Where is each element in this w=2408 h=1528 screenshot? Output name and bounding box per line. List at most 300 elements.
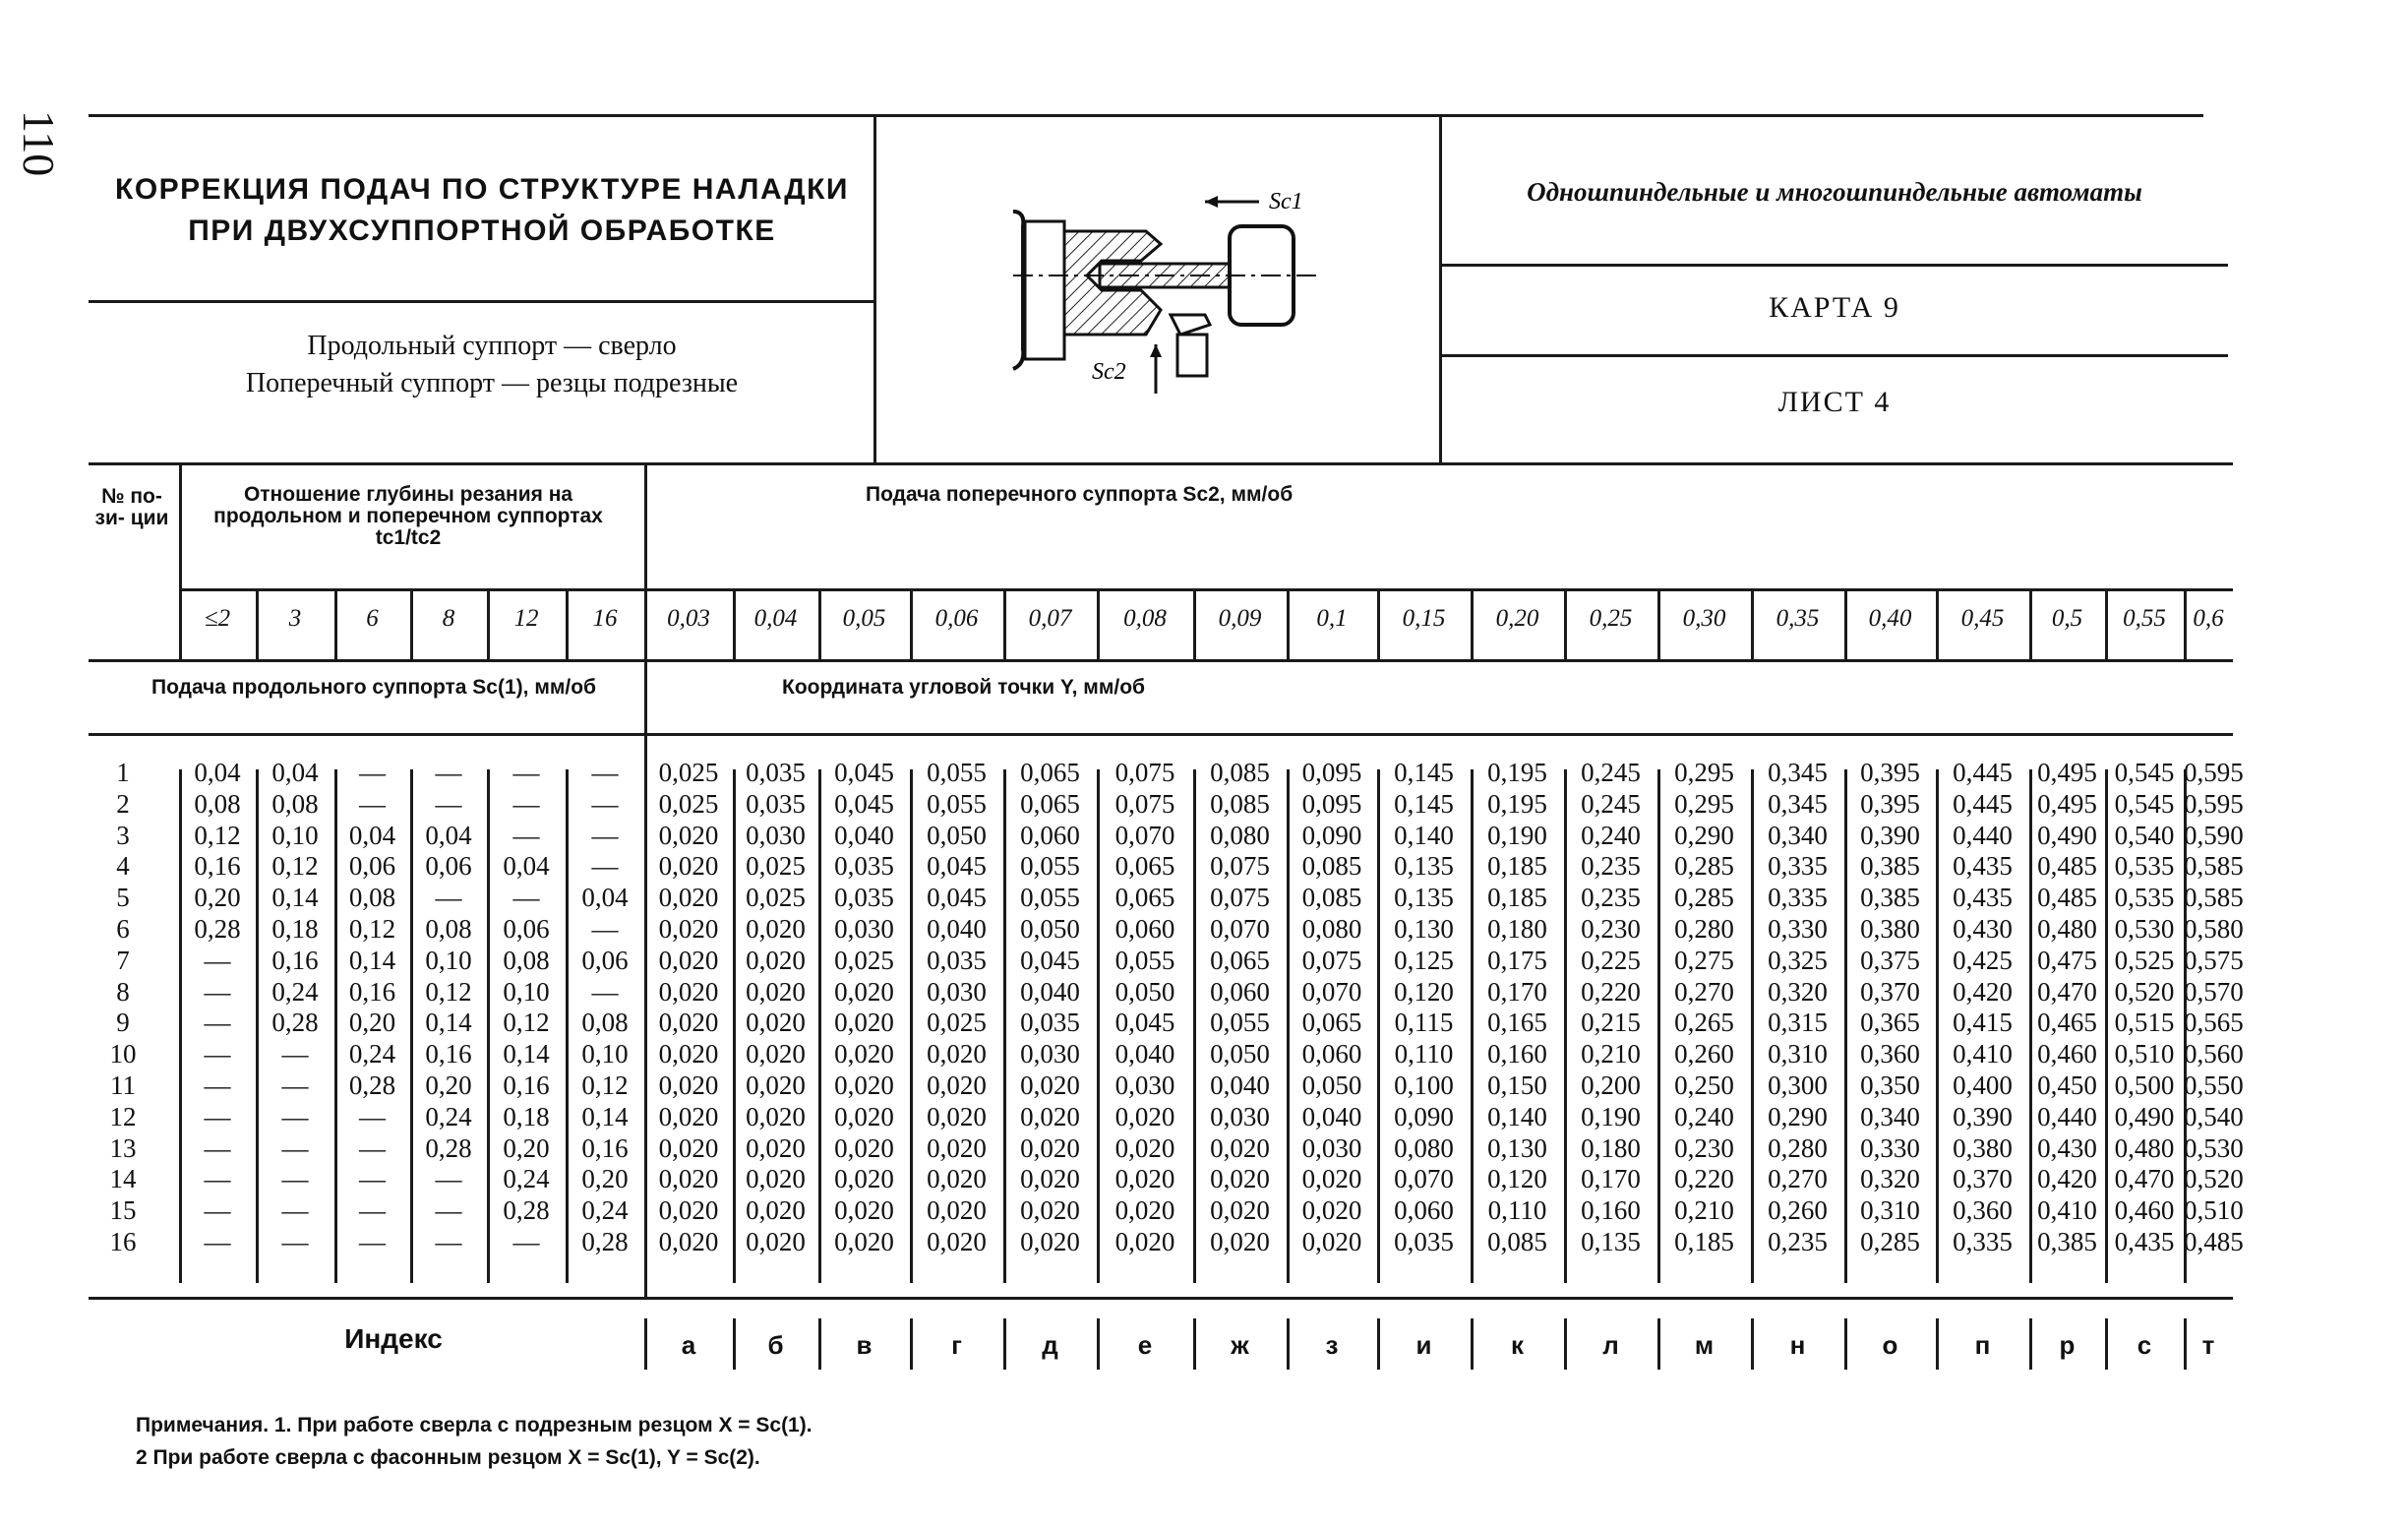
ratio-value: — [591,914,619,944]
ratio-value: — [281,1164,309,1194]
coordinate-value: 0,020 [1114,1195,1175,1226]
coordinate-value: 0,470 [2114,1164,2175,1194]
coordinate-value: 0,035 [1394,1227,1454,1256]
coordinate-value: 0,185 [1674,1227,1734,1256]
ratio-value: 0,14 [348,945,396,975]
coordinate-value: 0,445 [1953,758,2013,787]
ratio-value: 0,04 [194,758,241,787]
coordinate-value: 0,045 [834,758,894,787]
coordinate-value: 0,480 [2114,1132,2175,1163]
index-letter: и [1415,1330,1432,1360]
coordinate-value: 0,325 [1768,945,1828,975]
ratio-value: 0,28 [194,914,241,944]
coordinate-value: 0,150 [1487,1070,1547,1100]
coordinate-value: 0,020 [1020,1195,1080,1226]
coordinate-value: 0,020 [1020,1070,1080,1100]
ratio-value: — [281,1101,309,1131]
ratio-value: — [281,1132,309,1163]
feed-col-label: 0,55 [2123,605,2166,632]
index-letter: л [1602,1330,1619,1360]
ratio-value: 0,14 [503,1039,550,1070]
coordinate-value: 0,020 [927,1132,987,1163]
ratio-value: 0,18 [503,1101,550,1131]
coordinate-value: 0,280 [1674,914,1734,944]
coordinate-value: 0,435 [1953,851,2013,882]
position-number: 10 [109,1039,137,1070]
ratio-value: 0,16 [425,1039,472,1070]
ratio-value: 0,04 [425,820,472,850]
ratio-value: — [204,1132,231,1163]
coordinate-value: 0,295 [1674,758,1734,787]
coordinate-value: 0,120 [1487,1164,1547,1194]
coordinate-value: 0,020 [658,1039,719,1070]
coordinate-value: 0,020 [834,1008,894,1038]
feed-col-label: 0,03 [667,605,710,632]
coordinate-value: 0,535 [2114,883,2175,913]
ratio-value: — [359,1101,386,1131]
coordinate-value: 0,540 [2184,1101,2244,1131]
coordinate-value: 0,030 [746,820,806,850]
coordinate-value: 0,375 [1860,945,1920,975]
coordinate-value: 0,395 [1860,758,1920,787]
position-number: 9 [116,1008,130,1038]
coordinate-value: 0,245 [1581,758,1641,787]
coordinate-value: 0,130 [1394,914,1454,944]
coordinate-value: 0,020 [658,914,719,944]
index-letter: г [951,1330,962,1360]
coordinate-value: 0,220 [1581,976,1641,1007]
position-number: 14 [109,1164,137,1194]
header-right-divider-1 [1441,264,2228,267]
coordinate-value: 0,075 [1210,883,1270,913]
ratio-value: 0,10 [503,976,550,1007]
coordinate-value: 0,050 [927,820,987,850]
coordinate-value: 0,045 [927,851,987,882]
coordinate-value: 0,580 [2184,914,2244,944]
ratio-value: 0,08 [348,883,396,913]
coordinate-value: 0,080 [1394,1132,1454,1163]
coordinate-value: 0,420 [2037,1164,2097,1194]
ratio-value: 0,14 [581,1101,629,1131]
coordinate-value: 0,055 [927,788,987,819]
coordinate-value: 0,085 [1487,1227,1547,1256]
sc1-label: Sc1 [1269,189,1303,214]
coordinate-value: 0,085 [1301,851,1362,882]
support-line-1: Продольный суппорт — сверло [307,331,677,361]
coordinate-value: 0,400 [1953,1070,2013,1100]
coordinate-value: 0,220 [1674,1164,1734,1194]
coordinate-value: 0,020 [746,1195,806,1226]
drilling-diagram [993,177,1338,413]
coordinate-value: 0,530 [2184,1132,2244,1163]
coordinate-value: 0,020 [1114,1164,1175,1194]
index-letter: в [856,1330,873,1360]
coordinate-value: 0,075 [1210,851,1270,882]
index-letter: з [1325,1330,1339,1360]
ratio-value: 0,12 [581,1070,629,1100]
coordinate-value: 0,285 [1860,1227,1920,1256]
coordinate-value: 0,335 [1768,851,1828,882]
feed-col-label: 0,06 [934,605,979,632]
ratio-value: 0,24 [425,1101,472,1131]
coordinate-value: 0,490 [2037,820,2097,850]
coordinate-value: 0,340 [1860,1101,1920,1131]
coordinate-value: 0,435 [1953,883,2013,913]
coordinate-value: 0,100 [1394,1070,1454,1100]
coordinate-value: 0,460 [2114,1195,2175,1226]
coordinate-value: 0,495 [2037,788,2097,819]
data-top-rule [89,733,2233,736]
index-letter: д [1042,1330,1058,1360]
coordinate-value: 0,090 [1394,1101,1454,1131]
coordinate-value: 0,020 [658,1070,719,1100]
ratio-value: 0,08 [425,914,472,944]
coordinate-value: 0,020 [746,1227,806,1256]
coordinate-value: 0,020 [1210,1227,1270,1256]
coordinate-value: 0,035 [1020,1008,1080,1038]
note-1: Примечания. 1. При работе сверла с подрезным резцом X = Sc(1). [136,1414,813,1436]
coordinate-value: 0,040 [1114,1039,1175,1070]
coordinate-value: 0,175 [1487,945,1547,975]
coordinate-value: 0,500 [2114,1070,2175,1100]
coordinate-value: 0,065 [1114,883,1175,913]
coordinate-value: 0,210 [1581,1039,1641,1070]
ratio-value: — [591,976,619,1007]
coordinate-value: 0,160 [1581,1195,1641,1226]
ratio-value: 0,16 [271,945,319,975]
ratio-value: 0,04 [271,758,319,787]
coordinate-value: 0,560 [2184,1039,2244,1070]
header-right-divider-2 [1441,354,2228,357]
coordinate-value: 0,280 [1768,1132,1828,1163]
coordinate-value: 0,350 [1860,1070,1920,1100]
index-letter: о [1882,1330,1898,1360]
coordinate-value: 0,140 [1394,820,1454,850]
coordinate-value: 0,020 [746,945,806,975]
coordinate-value: 0,020 [1210,1195,1270,1226]
coordinate-value: 0,095 [1301,758,1362,787]
coordinate-value: 0,020 [658,820,719,850]
title-line-2: ПРИ ДВУХСУППОРТНОЙ ОБРАБОТКЕ [188,214,776,247]
coordinate-value: 0,065 [1301,1008,1362,1038]
coordinate-value: 0,025 [658,758,719,787]
coordinate-value: 0,240 [1581,820,1641,850]
feed-col-label: 0,09 [1218,605,1262,632]
ratio-col-label: ≤2 [204,605,231,632]
coordinate-value: 0,335 [1953,1227,2013,1256]
coordinate-value: 0,595 [2184,758,2244,787]
coordinate-value: 0,020 [834,1164,894,1194]
coordinate-value: 0,495 [2037,758,2097,787]
ratio-col-label: 12 [513,605,539,632]
coordinate-value: 0,485 [2184,1227,2244,1256]
coordinate-value: 0,020 [658,1101,719,1131]
coordinate-value: 0,055 [1210,1008,1270,1038]
header-vline-1 [873,114,876,462]
position-number: 3 [116,820,130,850]
ratio-value: — [359,1132,386,1163]
coordinate-value: 0,120 [1394,976,1454,1007]
coordinate-value: 0,020 [658,1227,719,1256]
coordinate-value: 0,510 [2114,1039,2175,1070]
header-left-divider [89,300,875,303]
coordinate-value: 0,320 [1768,976,1828,1007]
coordinate-value: 0,080 [1210,820,1270,850]
ratio-value: 0,12 [425,976,472,1007]
coordinate-value: 0,345 [1768,758,1828,787]
coordinate-value: 0,520 [2184,1164,2244,1194]
index-header: Индекс [344,1323,443,1354]
coordinate-value: 0,020 [746,914,806,944]
ratio-value: — [359,758,386,787]
coordinate-value: 0,020 [1114,1132,1175,1163]
coordinate-value: 0,055 [1020,851,1080,882]
position-number: 13 [109,1132,137,1163]
ratio-value: — [512,883,540,913]
position-number: 6 [116,914,130,944]
ratio-value: — [204,1195,231,1226]
coordinate-value: 0,545 [2114,758,2175,787]
ratio-value: — [435,788,462,819]
coordinate-value: 0,570 [2184,976,2244,1007]
ratio-value: — [435,883,462,913]
coordinate-value: 0,195 [1487,788,1547,819]
coordinate-value: 0,020 [927,1164,987,1194]
coordinate-value: 0,285 [1674,883,1734,913]
coordinate-value: 0,020 [1020,1101,1080,1131]
ratio-value: 0,16 [348,976,396,1007]
coordinate-value: 0,020 [927,1039,987,1070]
ratio-value: 0,20 [425,1070,472,1100]
coordinate-value: 0,295 [1674,788,1734,819]
coordinate-value: 0,020 [834,1101,894,1131]
coordinate-value: 0,380 [1953,1132,2013,1163]
coordinate-value: 0,110 [1394,1039,1454,1070]
coordinate-value: 0,340 [1768,820,1828,850]
ratio-value: 0,10 [425,945,472,975]
feed-col-label: 0,40 [1868,605,1912,632]
ratio-value: — [281,1195,309,1226]
feed-col-label: 0,1 [1316,605,1348,632]
coordinate-value: 0,035 [746,788,806,819]
coordinate-value: 0,260 [1674,1039,1734,1070]
position-number: 2 [116,788,130,819]
ratio-value: 0,06 [348,851,396,882]
ratio-value: — [204,1070,231,1100]
coordinate-value: 0,020 [746,1039,806,1070]
coordinate-value: 0,435 [2114,1227,2175,1256]
ratio-value: 0,04 [348,820,396,850]
coordinate-value: 0,170 [1487,976,1547,1007]
coordinate-value: 0,055 [1020,883,1080,913]
coordinate-value: 0,025 [658,788,719,819]
coordinate-value: 0,515 [2114,1008,2175,1038]
coordinate-value: 0,190 [1581,1101,1641,1131]
ratio-value: — [512,820,540,850]
ratio-value: 0,06 [581,945,629,975]
coordinate-value: 0,125 [1394,945,1454,975]
ratio-value: 0,12 [271,851,319,882]
coordinate-value: 0,225 [1581,945,1641,975]
ratio-value: 0,18 [271,914,319,944]
coordinate-value: 0,410 [1953,1039,2013,1070]
coordinate-value: 0,460 [2037,1039,2097,1070]
coordinate-value: 0,085 [1210,758,1270,787]
coordinate-value: 0,020 [746,1101,806,1131]
coordinate-value: 0,080 [1301,914,1362,944]
coordinate-value: 0,070 [1114,820,1175,850]
coordinate-value: 0,510 [2184,1195,2244,1226]
page-title [89,169,875,252]
coordinate-value: 0,420 [1953,976,2013,1007]
position-number: 8 [116,976,130,1007]
ratio-value: 0,28 [503,1195,550,1226]
coordinate-value: 0,070 [1210,914,1270,944]
coordinate-value: 0,065 [1114,851,1175,882]
position-number: 12 [109,1101,137,1131]
coordinate-value: 0,590 [2184,820,2244,850]
coordinate-value: 0,020 [658,883,719,913]
coordinate-value: 0,390 [1953,1101,2013,1131]
coordinate-value: 0,030 [927,976,987,1007]
ratio-value: 0,06 [425,851,472,882]
spindle-flange [1013,212,1023,369]
coordinate-value: 0,060 [1301,1039,1362,1070]
coordinate-value: 0,045 [1020,945,1080,975]
coordinate-value: 0,070 [1301,976,1362,1007]
coordinate-value: 0,315 [1768,1008,1828,1038]
coordinate-value: 0,320 [1860,1164,1920,1194]
ratio-value: 0,24 [581,1195,629,1226]
ratio-value: 0,04 [503,851,550,882]
ratio-value: 0,14 [425,1008,472,1038]
coordinate-value: 0,345 [1768,788,1828,819]
ratio-value: — [204,1227,231,1256]
coordinate-value: 0,020 [1210,1132,1270,1163]
ratio-value: — [435,1227,462,1256]
feed-col-label: 0,45 [1960,605,2005,632]
coordinate-value: 0,135 [1394,851,1454,882]
ratio-value: — [359,1164,386,1194]
coordinate-value: 0,300 [1768,1070,1828,1100]
coordinate-value: 0,395 [1860,788,1920,819]
coordinate-value: 0,050 [1301,1070,1362,1100]
coordinate-value: 0,025 [927,1008,987,1038]
coordinate-value: 0,020 [746,1164,806,1194]
coordinate-value: 0,085 [1301,883,1362,913]
ratio-value: — [204,1008,231,1038]
coordinate-value: 0,035 [834,883,894,913]
ratio-value: 0,04 [581,883,629,913]
coordinate-value: 0,030 [834,914,894,944]
ratio-value: — [359,1195,386,1226]
coordinate-value: 0,075 [1301,945,1362,975]
coordinate-value: 0,445 [1953,788,2013,819]
coordinate-value: 0,190 [1487,820,1547,850]
coordinate-value: 0,200 [1581,1070,1641,1100]
coordinate-value: 0,020 [658,851,719,882]
coordinate-value: 0,040 [834,820,894,850]
coordinate-value: 0,275 [1674,945,1734,975]
coordinate-value: 0,020 [927,1195,987,1226]
coordinate-value: 0,465 [2037,1008,2097,1038]
ratio-value: — [359,788,386,819]
index-letter: р [2059,1330,2076,1360]
ratio-value: — [204,1101,231,1131]
coordinate-value: 0,020 [746,1008,806,1038]
ratio-value: 0,06 [503,914,550,944]
coordinate-value: 0,235 [1581,851,1641,882]
feed-col-label: 0,15 [1402,605,1446,632]
ratio-value: 0,20 [581,1164,629,1194]
ratio-value: 0,24 [348,1039,396,1070]
sc2-label: Sc2 [1092,359,1126,385]
coordinate-value: 0,020 [927,1070,987,1100]
ratio-header: Отношение глубины резания на продольном и поперечном суппортах tc1/tc2 [213,483,603,549]
feed-col-label: 0,08 [1123,605,1167,632]
coordinate-value: 0,470 [2037,976,2097,1007]
ratio-value: — [591,758,619,787]
coordinate-value: 0,425 [1953,945,2013,975]
feed-col-label: 0,04 [753,605,798,632]
coordinate-value: 0,165 [1487,1008,1547,1038]
ratio-value: 0,12 [348,914,396,944]
coordinate-value: 0,050 [1210,1039,1270,1070]
coordinate-value: 0,060 [1394,1195,1454,1226]
coordinate-value: 0,025 [746,883,806,913]
coord-header: Координата угловой точки Y, мм/об [782,676,1145,699]
coordinate-value: 0,020 [658,1164,719,1194]
ratio-value: — [281,1227,309,1256]
coordinate-value: 0,020 [658,1132,719,1163]
coordinate-value: 0,485 [2037,851,2097,882]
coordinate-value: 0,020 [658,945,719,975]
coordinate-value: 0,040 [1210,1070,1270,1100]
coordinate-value: 0,115 [1394,1008,1454,1038]
ratio-value: — [435,1164,462,1194]
coordinate-value: 0,085 [1210,788,1270,819]
ratio-value: 0,20 [348,1008,396,1038]
ratio-value: 0,24 [271,976,319,1007]
ratio-value: 0,08 [581,1008,629,1038]
coordinate-value: 0,135 [1394,883,1454,913]
coordinate-value: 0,070 [1394,1164,1454,1194]
spindle-body [1025,221,1064,359]
coordinate-value: 0,310 [1768,1039,1828,1070]
coordinate-value: 0,215 [1581,1008,1641,1038]
coordinate-value: 0,370 [1860,976,1920,1007]
coordinate-value: 0,430 [2037,1132,2097,1163]
coordinate-value: 0,020 [1210,1164,1270,1194]
ratio-col-label: 8 [442,605,455,632]
coordinate-value: 0,135 [1581,1227,1641,1256]
ratio-value: — [204,976,231,1007]
coordinate-value: 0,095 [1301,788,1362,819]
coordinate-value: 0,065 [1210,945,1270,975]
coordinate-value: 0,145 [1394,788,1454,819]
index-letter: н [1789,1330,1806,1360]
coordinate-value: 0,020 [1020,1164,1080,1194]
index-letter: ж [1231,1330,1249,1360]
position-number: 11 [110,1070,136,1100]
coordinate-value: 0,540 [2114,820,2175,850]
coordinate-value: 0,060 [1020,820,1080,850]
ratio-value: — [359,1227,386,1256]
feed-col-label: 0,35 [1776,605,1820,632]
ratio-value: 0,28 [348,1070,396,1100]
coordinate-value: 0,020 [1114,1101,1175,1131]
coordinate-value: 0,045 [1114,1008,1175,1038]
